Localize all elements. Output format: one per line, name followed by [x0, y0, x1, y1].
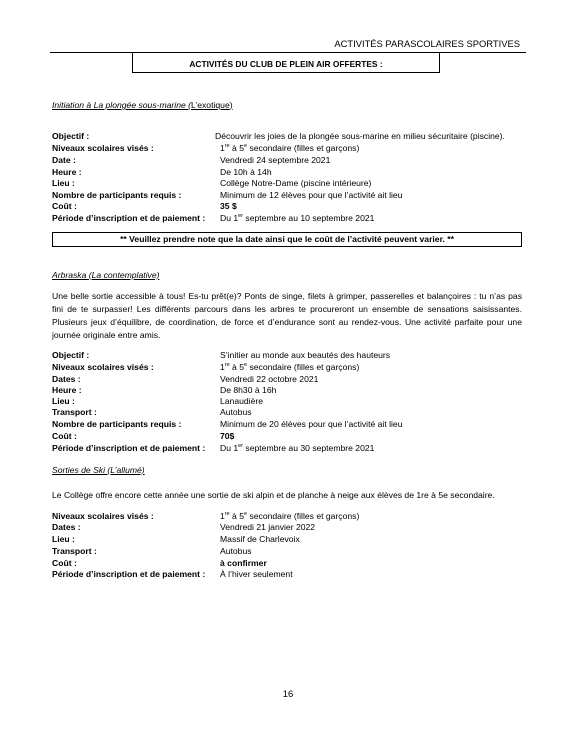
notice-text: ** Veuillez prendre note que la date ainsi que le coût de l’activité peuvent varier. **	[120, 234, 454, 244]
section-heading-close: )	[229, 100, 233, 110]
periode-value	[220, 213, 374, 223]
objectif-label: Objectif :	[52, 350, 90, 360]
page-number: 16	[282, 688, 294, 699]
periode-label: Période d’inscription et de paiement :	[52, 569, 206, 579]
cout-value: 70$	[220, 431, 235, 441]
niveaux-end: secondaire (filles et garçons)	[247, 511, 360, 521]
periode-value: À l’hiver seulement	[220, 569, 293, 579]
date-value: Vendredi 24 septembre 2021	[220, 155, 331, 165]
periode-sup: er	[238, 443, 244, 450]
objectif-value: S’initier au monde aux beautés des hauteurs	[220, 350, 391, 360]
page-title: ACTIVITÉS DU CLUB DE PLEIN AIR OFFERTES :	[189, 59, 383, 69]
niveaux-sup-second: e	[244, 362, 248, 369]
transport-label: Transport :	[52, 546, 97, 556]
niveaux-label: Niveaux scolaires visés :	[52, 511, 154, 521]
niveaux-sup-first: re	[224, 143, 230, 150]
periode-label: Période d’inscription et de paiement :	[52, 213, 206, 223]
lieu-label: Lieu :	[52, 534, 75, 544]
heure-label: Heure :	[52, 385, 82, 395]
niveaux-end: secondaire (filles et garçons)	[247, 362, 360, 372]
niveaux-label: Niveaux scolaires visés :	[52, 143, 154, 153]
title-box	[132, 53, 440, 73]
niveaux-value	[220, 143, 359, 153]
objectif-value: Découvrir les joies de la plongée sous-marine en milieu sécuritaire (piscine).	[215, 131, 505, 141]
niveaux-label: Niveaux scolaires visés :	[52, 362, 154, 372]
niveaux-first: 1	[220, 143, 225, 153]
date-label: Date :	[52, 155, 76, 165]
participants-label: Nombre de participants requis :	[52, 419, 182, 429]
dates-value: Vendredi 22 octobre 2021	[220, 374, 319, 384]
niveaux-sup-second: e	[244, 511, 248, 518]
periode-end: septembre au 30 septembre 2021	[243, 443, 375, 453]
lieu-label: Lieu :	[52, 396, 75, 406]
periode-start: Du 1	[220, 443, 239, 453]
section-heading-plongee	[52, 100, 233, 110]
niveaux-sup-first: re	[224, 362, 230, 369]
niveaux-first: 1	[220, 362, 225, 372]
transport-value: Autobus	[220, 407, 252, 417]
cout-label: Coût :	[52, 558, 77, 568]
cout-label: Coût :	[52, 431, 77, 441]
running-header: ACTIVITÉS PARASCOLAIRES SPORTIVES	[334, 38, 520, 49]
dates-label: Dates :	[52, 374, 81, 384]
section-heading-tag: L’exotique	[191, 100, 230, 110]
section-heading-ski: Sorties de Ski (L’allumé)	[52, 465, 145, 475]
cout-value: à confirmer	[220, 558, 267, 568]
lieu-value: Lanaudière	[220, 396, 264, 406]
periode-sup: er	[238, 213, 244, 220]
cout-label: Coût :	[52, 201, 77, 211]
niveaux-value	[220, 362, 359, 372]
participants-value: Minimum de 12 élèves pour que l’activité ait lieu	[220, 190, 403, 200]
heure-value: De 10h à 14h	[220, 167, 272, 177]
heure-label: Heure :	[52, 167, 82, 177]
lieu-value: Massif de Charlevoix	[220, 534, 300, 544]
participants-label: Nombre de participants requis :	[52, 190, 182, 200]
section-heading-arbraska: Arbraska (La contemplative)	[52, 270, 160, 280]
notice-box	[52, 232, 522, 247]
dates-label: Dates :	[52, 522, 81, 532]
niveaux-mid: à 5	[229, 511, 245, 521]
ski-description: Le Collège offre encore cette année une sortie de ski alpin et de planche à neige aux élèves de 1re à 5e secondaire.	[52, 490, 495, 500]
niveaux-sup-second: e	[244, 143, 248, 150]
section-heading-main: Initiation à La plongée sous-marine (	[52, 100, 192, 110]
periode-end: septembre au 10 septembre 2021	[243, 213, 375, 223]
niveaux-value	[220, 511, 359, 521]
niveaux-first: 1	[220, 511, 225, 521]
objectif-label: Objectif :	[52, 131, 90, 141]
niveaux-mid: à 5	[229, 143, 245, 153]
periode-start: Du 1	[220, 213, 239, 223]
heure-value: De 8h30 à 16h	[220, 385, 277, 395]
dates-value: Vendredi 21 janvier 2022	[220, 522, 316, 532]
transport-label: Transport :	[52, 407, 97, 417]
niveaux-mid: à 5	[229, 362, 245, 372]
niveaux-end: secondaire (filles et garçons)	[247, 143, 360, 153]
arbraska-description: Une belle sortie accessible à tous! Es-tu prêt(e)? Ponts de singe, filets à grimper, passerelles et balançoires : tu n’as pas fini de te surpasser! Les différents parcours dans les arbres te procureront un ensemble de sensations saisissantes. Plusieurs jeux d’équilibre, de coordination, de force et d’endurance sont au rendez-vous. Une activité parfaite pour une journée originale entre amis.	[52, 291, 522, 340]
periode-value	[220, 443, 374, 453]
cout-value: 35 $	[220, 201, 237, 211]
participants-value: Minimum de 20 élèves pour que l’activité ait lieu	[220, 419, 403, 429]
lieu-value: Collège Notre-Dame (piscine intérieure)	[220, 178, 372, 188]
lieu-label: Lieu :	[52, 178, 75, 188]
niveaux-sup-first: re	[224, 511, 230, 518]
transport-value: Autobus	[220, 546, 252, 556]
periode-label: Période d’inscription et de paiement :	[52, 443, 206, 453]
